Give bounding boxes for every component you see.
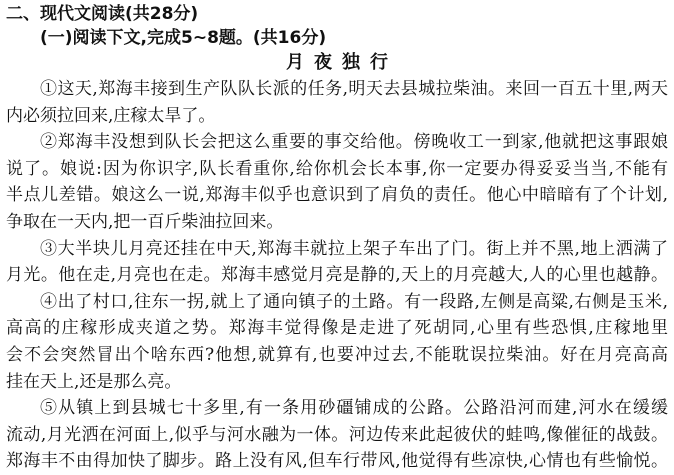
passage-line: ③大半块儿月亮还挂在中天,郑海丰就拉上架子车出了门。街上并不黑,地上洒满了: [40, 238, 668, 259]
passage-body: [6, 76, 668, 475]
passage-line: ②郑海丰没想到队长会把这么重要的事交给他。傍晚收工一到家,他就把这事跟娘: [40, 132, 668, 153]
passage-line: 高高的庄稼形成夹道之势。郑海丰觉得像是走进了死胡同,心里有些恐惧,庄稼地里: [6, 318, 668, 339]
passage-line: 争取在一天内,把一百斤柴油拉回来。: [6, 211, 284, 232]
section-heading: 二、现代文阅读(共28分): [6, 4, 199, 24]
passage-line: 内必须拉回来,庄稼太旱了。: [6, 105, 216, 126]
passage-title: 月夜独行: [286, 52, 398, 73]
passage-line: ①这天,郑海丰接到生产队队长派的任务,明天去县城拉柴油。来回一百五十里,两天: [40, 79, 668, 99]
passage-line: 流动,月光洒在河面上,似乎与河水融为一体。河边传来此起彼伏的蛙鸣,像催征的战鼓。: [6, 424, 668, 445]
passage-line: 半点儿差错。娘这么一说,郑海丰似乎也意识到了肩负的责任。他心中暗暗有了个计划,: [6, 185, 668, 206]
reading-instructions: (一)阅读下文,完成5~8题。(共16分): [40, 28, 327, 48]
passage-line: ⑤从镇上到县城七十多里,有一条用砂礓铺成的公路。公路沿河而建,河水在缓缓: [40, 398, 668, 419]
passage-line: 说了。娘说:因为你识字,队长看重你,给你机会长本事,你一定要办得妥妥当当,不能有: [6, 158, 668, 179]
passage-line: 月光。他在走,月亮也在走。郑海丰感觉月亮是静的,天上的月亮越大,人的心里也越静。: [6, 265, 668, 286]
passage-line: ④出了村口,往东一拐,就上了通向镇子的土路。有一段路,左侧是高粱,右侧是玉米,: [40, 291, 668, 312]
passage-line: 会不会突然冒出个啥东西?他想,就算有,也要冲过去,不能耽误拉柴油。好在月亮高高: [6, 344, 668, 365]
passage-line: 挂在天上,还是那么亮。: [6, 371, 182, 392]
passage-line: 郑海丰不由得加快了脚步。路上没有风,但车行带风,他觉得有些凉快,心情也有些愉悦。: [6, 451, 668, 472]
